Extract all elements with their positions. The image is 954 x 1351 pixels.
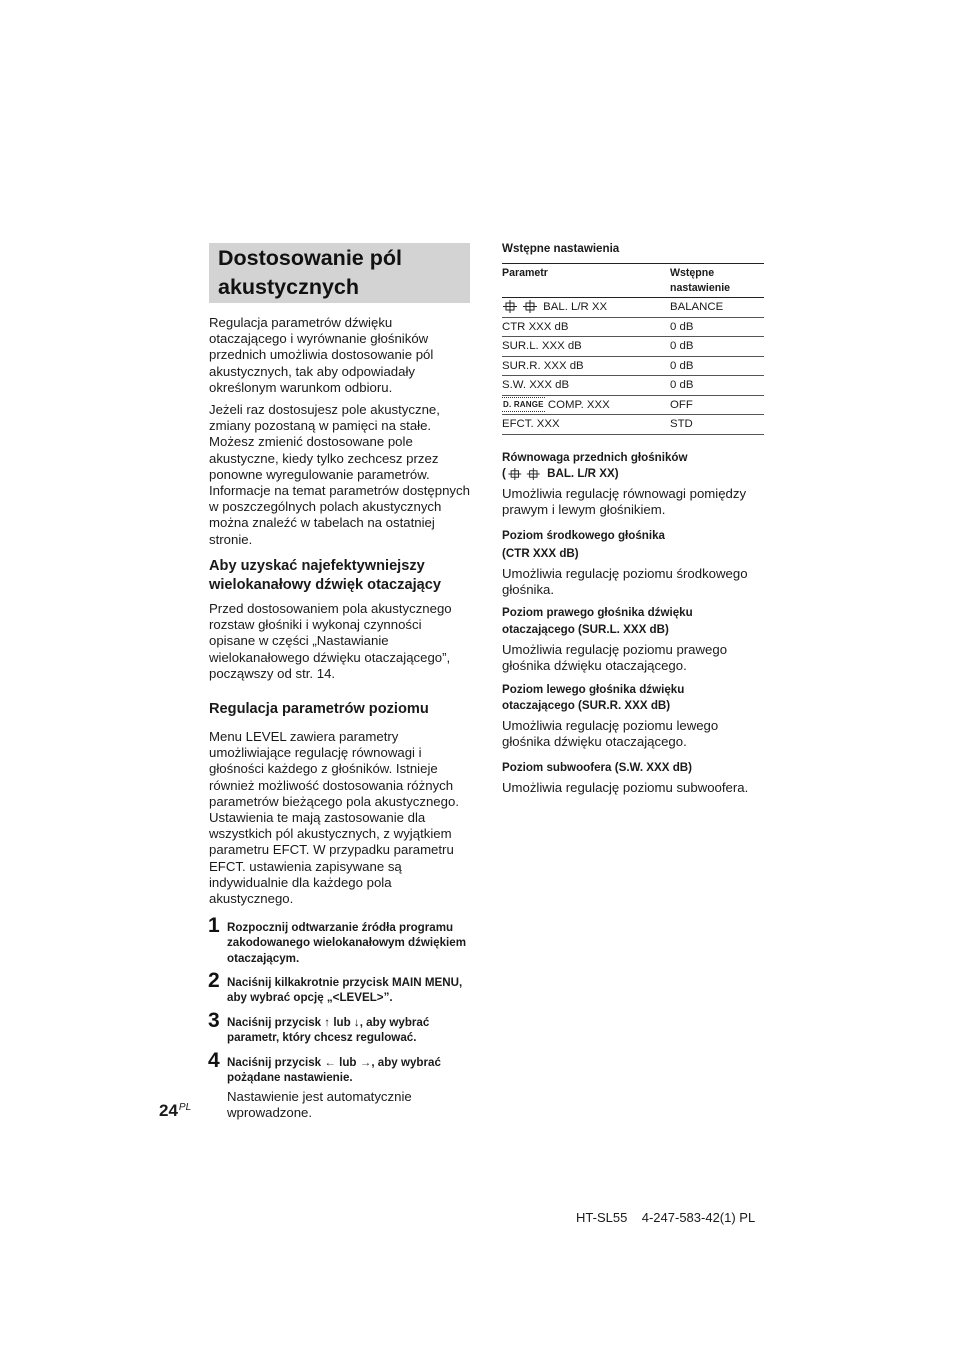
param-heading: otaczającego (SUR.L. XXX dB) xyxy=(502,623,669,636)
table-cell-param: COMP. XXX xyxy=(547,398,610,411)
param-heading: Poziom środkowego głośnika xyxy=(502,529,665,542)
section-heading-surround: Aby uzyskać najefektywniejszy wielokanałowy dźwięk otaczający xyxy=(209,558,441,593)
param-heading: Poziom lewego głośnika dźwięku xyxy=(502,683,685,696)
table-heading: Wstępne nastawienia xyxy=(502,242,620,255)
table-cell-value: 0 dB xyxy=(670,356,764,376)
table-cell-value: OFF xyxy=(670,395,764,415)
table-header-param: Parametr xyxy=(502,264,670,298)
table-row xyxy=(502,415,764,435)
param-heading: Poziom prawego głośnika dźwięku xyxy=(502,606,693,619)
step-number: 3 xyxy=(208,1009,220,1032)
step-text: Naciśnij przycisk ↑ lub ↓, aby wybrać parametr, który chcesz regulować. xyxy=(227,1016,430,1045)
table-cell-param: SUR.R. XXX dB xyxy=(502,356,670,376)
table-cell-param: EFCT. XXX xyxy=(502,415,670,435)
param-heading: (CTR XXX dB) xyxy=(502,547,579,560)
table-row xyxy=(502,337,764,357)
table-cell-value: 0 dB xyxy=(670,376,764,396)
step-text: Rozpocznij odtwarzanie źródła programu zakodowanego wielokanałowym dźwiękiem otaczającym. xyxy=(227,921,467,965)
table-header-value: Wstępne nastawienie xyxy=(670,264,764,298)
param-text: Umożliwia regulację poziomu lewego głośnika dźwięku otaczającego. xyxy=(502,718,719,750)
step-text: Naciśnij kilkakrotnie przycisk MAIN MENU, aby wybrać opcję „<LEVEL>”. xyxy=(227,976,463,1005)
step-text: Naciśnij przycisk ← lub →, aby wybrać pożądane nastawienie. xyxy=(227,1056,441,1085)
table-cell-param: SUR.L. XXX dB xyxy=(502,337,670,357)
footer-model-code: HT-SL55 4-247-583-42(1) PL xyxy=(576,1210,756,1225)
table-cell-value: 0 dB xyxy=(670,317,764,337)
table-row xyxy=(502,376,764,396)
param-heading: Równowaga przednich głośników xyxy=(502,451,688,464)
intro-paragraph-3: Informacje na temat parametrów dostępnych w poszczególnych polach akustycznych można znaleźć w tabelach na ostatniej stronie. xyxy=(209,483,470,547)
step-number: 4 xyxy=(208,1049,220,1072)
table-row xyxy=(502,395,764,415)
param-heading: otaczającego (SUR.R. XXX dB) xyxy=(502,699,671,712)
table-row xyxy=(502,356,764,376)
intro-paragraph-2: Jeżeli raz dostosujesz pole akustyczne, zmiany pozostaną w pamięci na stałe. Możesz zmienić dostosowane pole akustyczne, kiedy tylko zechcesz przez ponowne wyregulowanie parametrów. xyxy=(209,402,440,482)
table-cell-param: S.W. XXX dB xyxy=(502,376,670,396)
param-heading: Poziom subwoofera (S.W. XXX dB) xyxy=(502,761,693,774)
table-cell-param: BAL. L/R XX xyxy=(543,301,608,313)
section-text-surround: Przed dostosowaniem pola akustycznego rozstaw głośniki i wykonaj czynności opisane w części „Nastawianie wielokanałowego dźwięku otaczającego”, począwszy od str. 14. xyxy=(209,601,452,681)
page-title: Dostosowanie pól akustycznych xyxy=(218,246,402,299)
step-note: Nastawienie jest automatycznie wprowadzone. xyxy=(227,1089,412,1121)
table-cell-value: BALANCE xyxy=(670,298,764,318)
table-cell-value: 0 dB xyxy=(670,337,764,357)
table-cell-param: CTR XXX dB xyxy=(502,317,670,337)
step-number: 1 xyxy=(208,914,220,937)
speaker-pair-icon xyxy=(502,300,540,313)
table-row xyxy=(502,317,764,337)
section-text-level: Menu LEVEL zawiera parametry umożliwiające regulację równowagi i głośności każdego z głośników. Istnieje również możliwość dostosowania różnych parametrów bieżącego pola akustycznego. Ustawienia te mają zastosowanie dla wszystkich pól akustycznych, z wyjątkiem parametru EFCT. W przypadku parametru EFCT. ustawienia zapisywane są indywidualnie dla każdego pola akustycznego. xyxy=(209,729,459,907)
param-heading: ( BAL. L/R XX) xyxy=(502,467,619,480)
table-cell-value: STD xyxy=(670,415,764,435)
settings-table xyxy=(502,263,764,435)
param-text: Umożliwia regulację równowagi pomiędzy prawym i lewym głośnikiem. xyxy=(502,486,747,518)
step-number: 2 xyxy=(208,969,220,992)
param-text: Umożliwia regulację poziomu środkowego głośnika. xyxy=(502,566,748,598)
page-number: $24^{PL}$ xyxy=(159,1101,192,1120)
param-text: Umożliwia regulację poziomu subwoofera. xyxy=(502,780,749,795)
d-range-icon: D. RANGE xyxy=(502,397,545,412)
settings-table-wrap xyxy=(502,263,764,435)
param-text: Umożliwia regulację poziomu prawego głośnika dźwięku otaczającego. xyxy=(502,642,728,674)
intro-paragraph-1: Regulacja parametrów dźwięku otaczającego i wyrównanie głośników przednich umożliwia dostosowanie pól akustycznych, tak aby odpowiadały określonym warunkom odbioru. xyxy=(209,315,434,395)
speaker-pair-icon xyxy=(506,468,544,480)
section-heading-level: Regulacja parametrów poziomu xyxy=(209,701,429,717)
table-row xyxy=(502,298,764,318)
